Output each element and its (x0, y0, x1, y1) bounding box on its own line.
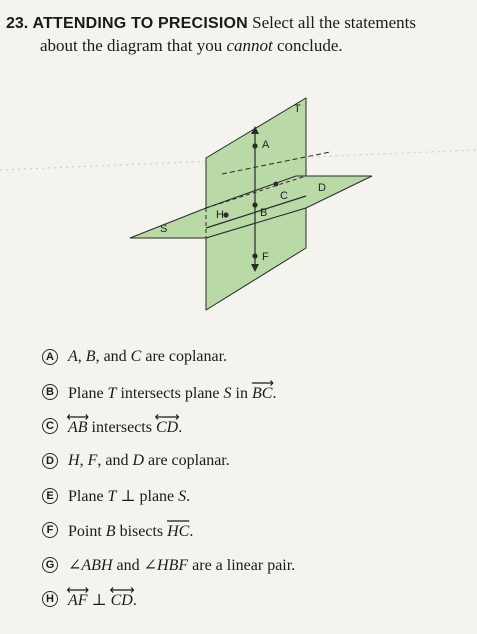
line-symbol-icon (110, 587, 134, 593)
choice-a[interactable] (42, 340, 462, 375)
label-d: D (318, 182, 326, 194)
choice-letter-badge: A (42, 349, 58, 365)
choice-text (68, 452, 230, 470)
text-run: ⊥ (87, 592, 111, 610)
seg-notation (167, 519, 189, 541)
choice-letter-badge: D (42, 453, 58, 469)
choice-letter-badge: F (42, 522, 58, 538)
label-b: B (260, 207, 268, 219)
choice-letter-badge: C (42, 418, 58, 434)
choice-text (68, 415, 182, 437)
prompt-line1: Select all the statements (252, 13, 416, 32)
problem-prompt (6, 35, 471, 57)
point-b (252, 202, 257, 207)
prompt-line2-pre: about the diagram that you (40, 36, 227, 55)
ray-symbol-icon (251, 380, 273, 386)
text-run: are coplanar. (144, 452, 230, 470)
text-run: bisects (115, 523, 168, 541)
line-notation (68, 588, 88, 610)
choice-d[interactable] (42, 444, 462, 479)
label-h: H (216, 209, 224, 221)
math-variable: T (107, 384, 117, 402)
notation-text: AF (68, 592, 88, 610)
point-h (223, 212, 228, 217)
text-run: . (189, 523, 194, 541)
text-run: Point (68, 523, 106, 541)
prompt-line2-post: conclude. (272, 36, 343, 55)
text-run: are a linear pair. (188, 556, 296, 574)
math-variable: S (178, 487, 187, 505)
line-symbol (155, 414, 179, 420)
choice-h[interactable] (42, 582, 462, 617)
line-symbol (67, 587, 89, 593)
line-symbol (67, 414, 89, 420)
choice-text (68, 381, 276, 403)
text-run: , (77, 348, 86, 366)
notation-text: CD (110, 592, 133, 610)
text-run: . (186, 487, 191, 505)
label-s: S (160, 223, 168, 235)
choice-f[interactable] (42, 513, 462, 548)
line-notation (156, 415, 178, 437)
choice-text (68, 588, 137, 610)
notation-text: CD (155, 419, 179, 437)
text-run: , and (95, 348, 131, 366)
math-variable: ∠HBF (143, 556, 189, 574)
text-run: , and (97, 452, 133, 470)
text-run: ⊥ plane (116, 487, 179, 505)
choice-c[interactable] (42, 409, 462, 444)
math-variable: T (107, 487, 117, 505)
choice-letter-badge: H (42, 591, 58, 607)
problem-header (6, 12, 471, 57)
text-run: , (79, 452, 88, 470)
choice-letter-badge: E (42, 488, 58, 504)
answer-choices (42, 340, 462, 617)
planes-diagram-svg (0, 88, 477, 328)
math-variable: F (87, 452, 98, 470)
math-variable: B (105, 523, 116, 541)
point-c (274, 182, 279, 187)
math-variable: A (68, 348, 78, 366)
math-variable: B (85, 348, 96, 366)
label-c: C (280, 190, 288, 202)
ray-notation (252, 381, 272, 403)
text-run: . (272, 384, 277, 402)
choice-text (68, 555, 295, 575)
line-symbol (110, 587, 134, 593)
seg-symbol-icon (166, 518, 190, 524)
text-run: . (132, 592, 137, 610)
ray-symbol (251, 380, 273, 386)
text-run: intersects (87, 419, 156, 437)
text-run: and (112, 556, 144, 574)
text-run: intersects plane (116, 384, 224, 402)
point-f (252, 253, 257, 258)
choice-b[interactable] (42, 375, 462, 410)
text-run: . (178, 419, 183, 437)
choice-g[interactable] (42, 548, 462, 583)
notation-text: HC (167, 523, 190, 541)
choice-text (68, 348, 227, 366)
label-a: A (262, 139, 270, 151)
choice-letter-badge: B (42, 384, 58, 400)
choice-e[interactable] (42, 478, 462, 513)
math-variable: ∠ABH (68, 556, 113, 574)
label-f: F (262, 251, 269, 263)
notation-text: AB (68, 419, 88, 437)
line-notation (68, 415, 88, 437)
choice-text (68, 519, 193, 541)
line-symbol-icon (67, 414, 89, 420)
problem-number: 23. (6, 15, 29, 32)
text-run: in (231, 384, 252, 402)
line-notation (111, 588, 133, 610)
notation-text: BC (251, 384, 273, 402)
prompt-emphasis: cannot (226, 36, 273, 55)
label-t: T (294, 103, 301, 115)
math-variable: C (130, 348, 142, 366)
planes-diagram (0, 88, 477, 328)
math-variable: S (223, 384, 232, 402)
choice-text (68, 486, 190, 506)
line-symbol-icon (67, 587, 89, 593)
text-run: are coplanar. (141, 348, 228, 366)
seg-symbol (166, 518, 190, 524)
text-run: Plane (68, 487, 108, 505)
problem-title: ATTENDING TO PRECISION (32, 15, 248, 32)
math-variable: H (68, 452, 80, 470)
line-symbol-icon (155, 414, 179, 420)
text-run: Plane (68, 384, 108, 402)
math-variable: D (132, 452, 145, 470)
choice-letter-badge: G (42, 557, 58, 573)
point-a (252, 143, 257, 148)
